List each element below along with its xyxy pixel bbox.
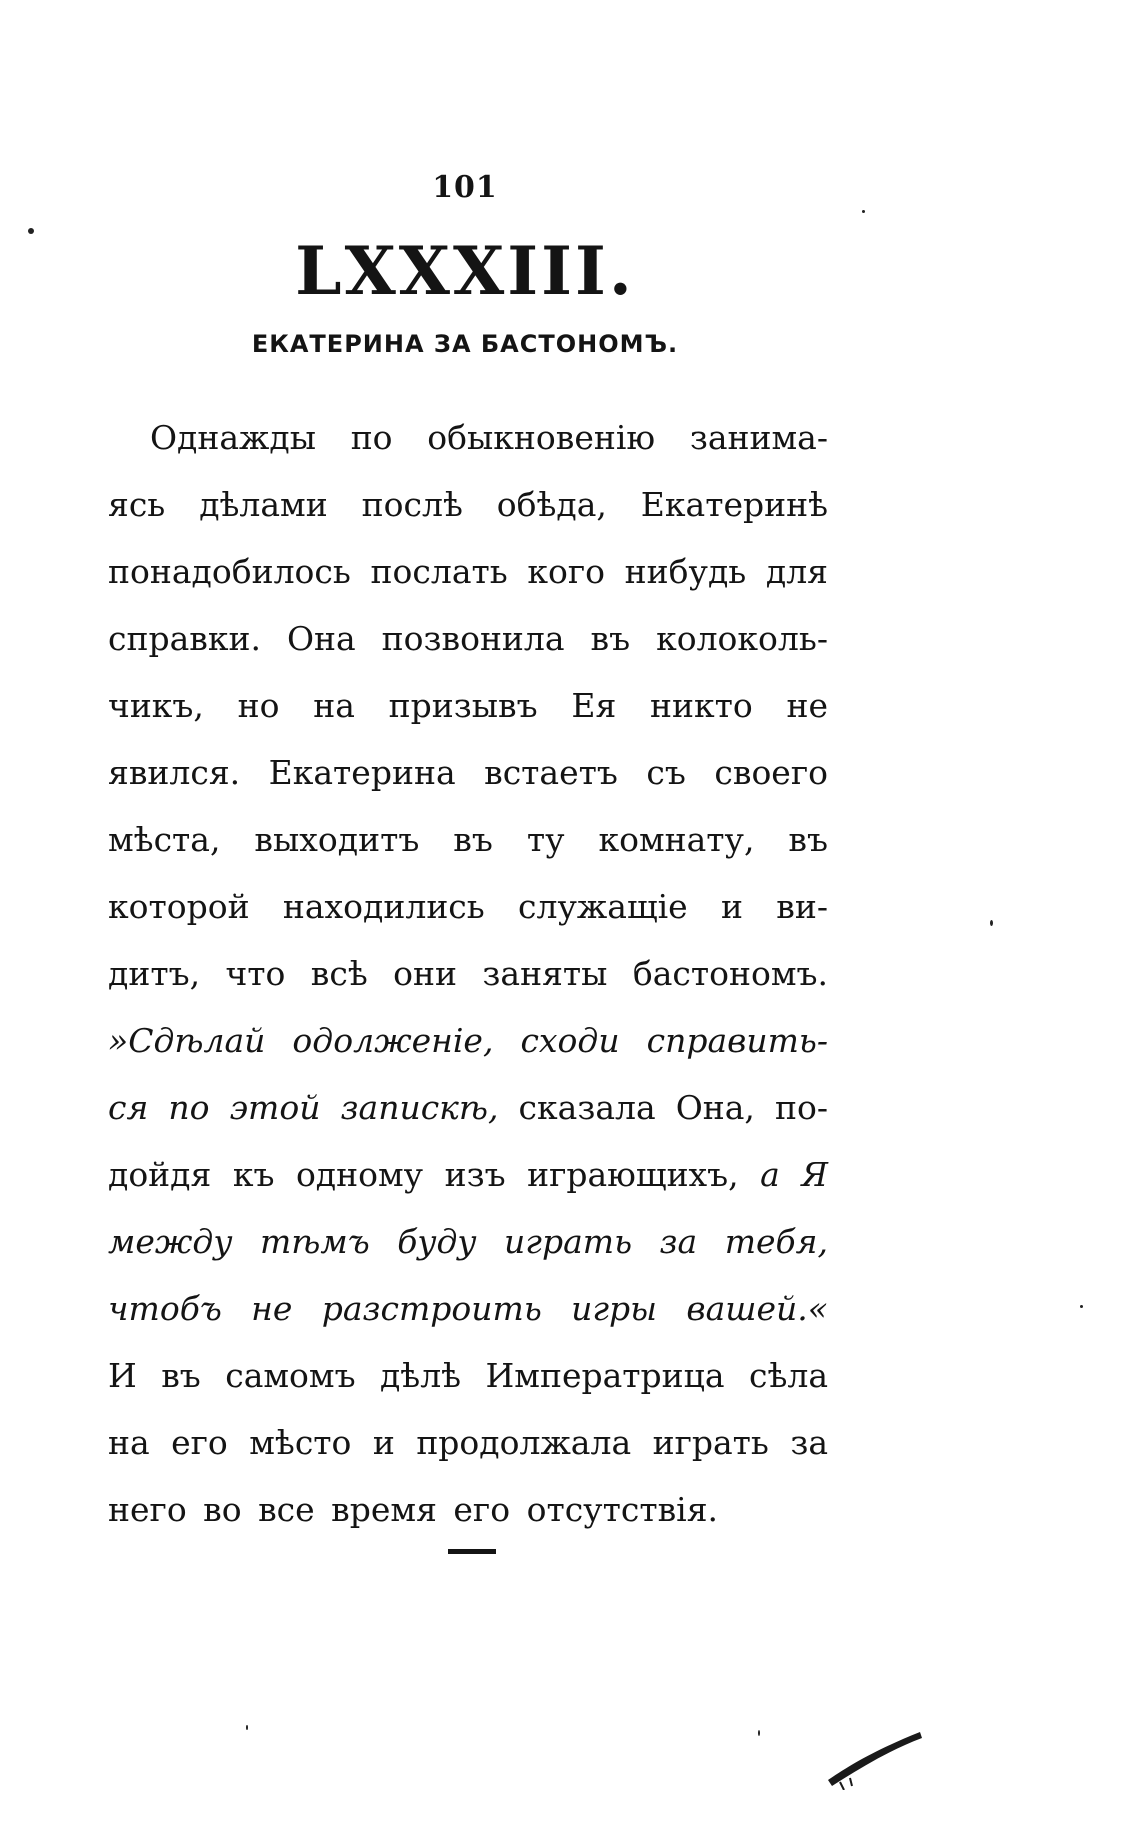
roman-run: дойдя къ одному изъ играющихъ, xyxy=(108,1155,761,1194)
ink-smudge-mark xyxy=(820,1720,930,1790)
scan-speck xyxy=(758,1730,760,1736)
scan-speck xyxy=(990,920,993,926)
text-line: понадобилось послать кого нибудь для xyxy=(108,552,828,591)
chapter-title: ЕКАТЕРИНА ЗА БАСТОНОМЪ. xyxy=(251,330,679,358)
text-line: дитъ, что всѣ они заняты бастономъ. xyxy=(108,954,828,993)
body-text xyxy=(108,404,828,1543)
end-rule xyxy=(448,1549,496,1554)
text-line: справки. Она позвонила въ колоколь- xyxy=(108,619,828,658)
scan-speck xyxy=(1080,1305,1083,1308)
scan-speck xyxy=(28,228,34,234)
text-line-italic: чтобъ не разстроить игры вашей.« xyxy=(108,1289,828,1328)
text-line: чикъ, но на призывъ Ея никто не xyxy=(108,686,828,725)
scan-speck xyxy=(862,210,865,213)
text-line: которой находились служащіе и ви- xyxy=(108,887,828,926)
text-line: на его мѣсто и продолжала играть за xyxy=(108,1423,828,1462)
roman-run: сказала Она, по- xyxy=(498,1088,828,1127)
text-line: мѣста, выходитъ въ ту комнату, въ xyxy=(108,820,828,859)
text-line: И въ самомъ дѣлѣ Императрица сѣла xyxy=(108,1356,828,1395)
text-line-mixed xyxy=(108,1141,828,1208)
italic-run: ся по этой запискѣ, xyxy=(108,1088,499,1127)
text-line: Однажды по обыкновенію занима- xyxy=(150,418,828,457)
text-line: ясь дѣлами послѣ обѣда, Екатеринѣ xyxy=(108,485,828,524)
text-line-mixed xyxy=(108,1074,828,1141)
chapter-numeral: LXXXIII. xyxy=(295,232,635,310)
text-line-italic: »Сдѣлай одолженіе, сходи справить- xyxy=(108,1021,828,1060)
italic-run: а Я xyxy=(760,1155,829,1194)
page-number: 101 xyxy=(432,170,498,205)
text-line-italic: между тѣмъ буду играть за тебя, xyxy=(108,1222,828,1261)
text-line: явился. Екатерина встаетъ съ своего xyxy=(108,753,828,792)
text-line: него во все время его отсутствія. xyxy=(108,1490,719,1529)
scan-speck xyxy=(246,1725,248,1730)
